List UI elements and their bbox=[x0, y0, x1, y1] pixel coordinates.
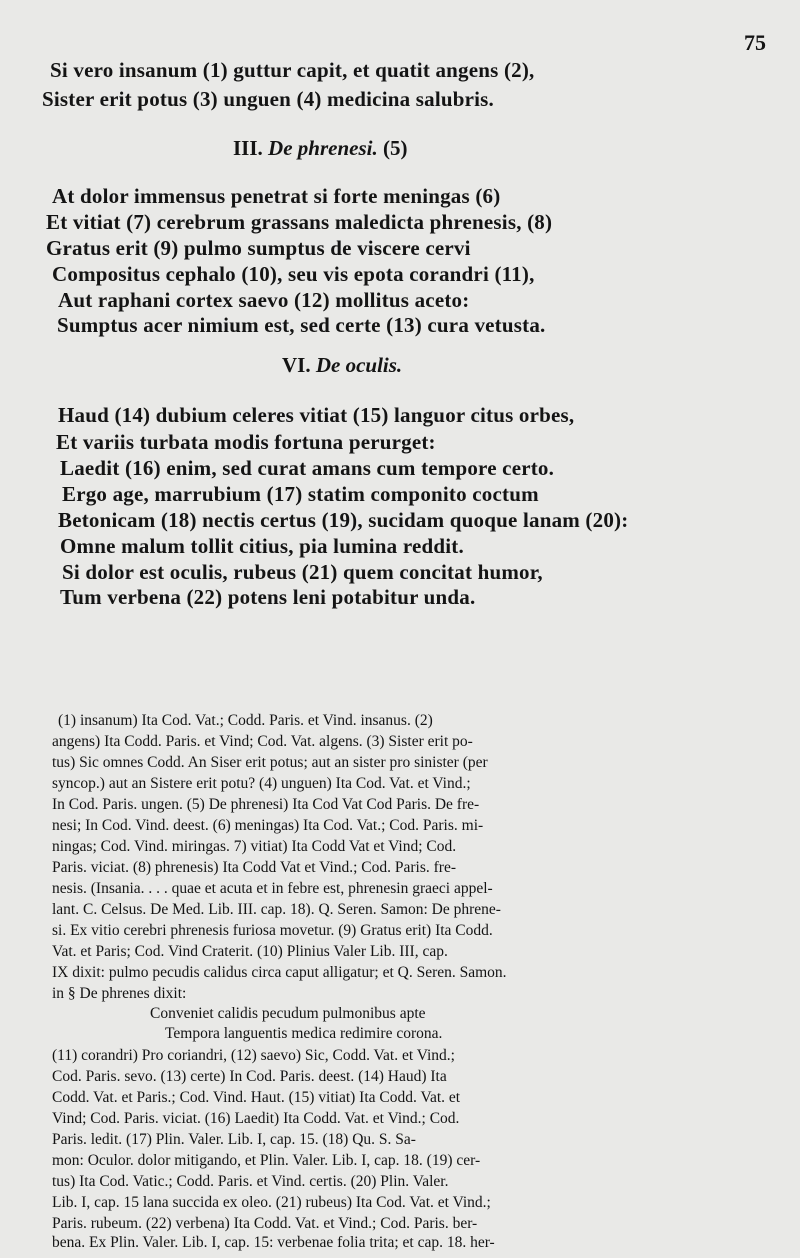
footnote-line: syncop.) aut an Sistere erit potu? (4) unguen) Ita Cod. Vat. et Vind.; bbox=[52, 775, 471, 792]
verse-line: Aut raphani cortex saevo (12) mollitus aceto: bbox=[58, 288, 470, 312]
footnote-line: nesis. (Insania. . . . quae et acuta et in febre est, phrenesin graeci appel- bbox=[52, 880, 493, 897]
verse-line: Betonicam (18) nectis certus (19), sucidam quoque lanam (20): bbox=[58, 508, 629, 532]
footnote-line: Lib. I, cap. 15 lana succida ex oleo. (21) rubeus) Ita Cod. Vat. et Vind.; bbox=[52, 1194, 491, 1211]
verse-line: Compositus cephalo (10), seu vis epota corandri (11), bbox=[52, 262, 535, 286]
footnote-line: IX dixit: pulmo pecudis calidus circa caput alligatur; et Q. Seren. Samon. bbox=[52, 964, 507, 981]
footnote-line: mon: Oculor. dolor mitigando, et Plin. Valer. Lib. I, cap. 18. (19) cer- bbox=[52, 1152, 481, 1169]
footnote-quote-line: Tempora languentis medica redimire corona. bbox=[165, 1025, 443, 1042]
footnote-line: Paris. ledit. (17) Plin. Valer. Lib. I, cap. 15. (18) Qu. S. Sa- bbox=[52, 1131, 416, 1148]
verse-line: Si dolor est oculis, rubeus (21) quem concitat humor, bbox=[62, 560, 543, 584]
footnote-line: in § De phrenes dixit: bbox=[52, 985, 187, 1002]
footnote-line: tus) Sic omnes Codd. An Siser erit potus; aut an sister pro sinister (per bbox=[52, 754, 488, 771]
verse-line: At dolor immensus penetrat si forte meningas (6) bbox=[52, 184, 501, 208]
verse-line: Ergo age, marrubium (17) statim componito coctum bbox=[62, 482, 539, 506]
footnote-line: Cod. Paris. sevo. (13) certe) In Cod. Paris. deest. (14) Haud) Ita bbox=[52, 1068, 447, 1085]
verse-line: Omne malum tollit citius, pia lumina reddit. bbox=[60, 534, 464, 558]
footnote-line: lant. C. Celsus. De Med. Lib. III. cap. 18). Q. Seren. Samon: De phrene- bbox=[52, 901, 501, 918]
section-heading-note: (5) bbox=[382, 136, 408, 160]
verse-line: Si vero insanum (1) guttur capit, et quatit angens (2), bbox=[50, 58, 535, 82]
footnote-line: si. Ex vitio cerebri phrenesis furiosa movetur. (9) Gratus erit) Ita Codd. bbox=[52, 922, 493, 939]
verse-line: Sumptus acer nimium est, sed certe (13) cura vetusta. bbox=[57, 313, 546, 337]
section-heading bbox=[282, 353, 402, 378]
footnote-line: (1) insanum) Ita Cod. Vat.; Codd. Paris. et Vind. insanus. (2) bbox=[58, 712, 433, 729]
section-heading-title: De phrenesi. bbox=[268, 136, 378, 160]
footnote-line: (11) corandri) Pro coriandri, (12) saevo) Sic, Codd. Vat. et Vind.; bbox=[52, 1047, 455, 1064]
footnote-line: Paris. viciat. (8) phrenesis) Ita Codd Vat et Vind.; Cod. Paris. fre- bbox=[52, 859, 457, 876]
verse-line: Et vitiat (7) cerebrum grassans maledicta phrenesis, (8) bbox=[46, 210, 553, 234]
footnote-line: Vind; Cod. Paris. viciat. (16) Laedit) Ita Codd. Vat. et Vind.; Cod. bbox=[52, 1110, 460, 1127]
verse-line: Haud (14) dubium celeres vitiat (15) languor citus orbes, bbox=[58, 403, 575, 427]
footnote-line: angens) Ita Codd. Paris. et Vind; Cod. Vat. algens. (3) Sister erit po- bbox=[52, 733, 473, 750]
section-heading-number: VI. bbox=[282, 353, 311, 377]
footnote-line: Paris. rubeum. (22) verbena) Ita Codd. Vat. et Vind.; Cod. Paris. ber- bbox=[52, 1215, 478, 1232]
footnote-line: nesi; In Cod. Vind. deest. (6) meningas) Ita Cod. Vat.; Cod. Paris. mi- bbox=[52, 817, 484, 834]
verse-line: Sister erit potus (3) unguen (4) medicina salubris. bbox=[42, 87, 494, 111]
footnote-line: ningas; Cod. Vind. miringas. 7) vitiat) Ita Codd Vat et Vind; Cod. bbox=[52, 838, 457, 855]
footnote-line: tus) Ita Cod. Vatic.; Codd. Paris. et Vind. certis. (20) Plin. Valer. bbox=[52, 1173, 449, 1190]
section-heading bbox=[233, 136, 407, 161]
footnote-line: bena. Ex Plin. Valer. Lib. I, cap. 15: verbenae folia trita; et cap. 18. her- bbox=[52, 1234, 495, 1251]
verse-line: Et variis turbata modis fortuna perurget: bbox=[56, 430, 436, 454]
footnote-line: Vat. et Paris; Cod. Vind Craterit. (10) Plinius Valer Lib. III, cap. bbox=[52, 943, 448, 960]
section-heading-number: III. bbox=[233, 136, 263, 160]
verse-line: Tum verbena (22) potens leni potabitur unda. bbox=[60, 585, 476, 609]
verse-line: Gratus erit (9) pulmo sumptus de viscere cervi bbox=[46, 236, 471, 260]
footnote-quote-line: Conveniet calidis pecudum pulmonibus apte bbox=[150, 1005, 426, 1022]
footnote-line: Codd. Vat. et Paris.; Cod. Vind. Haut. (15) vitiat) Ita Codd. Vat. et bbox=[52, 1089, 461, 1106]
page-number: 75 bbox=[744, 30, 766, 55]
footnote-line: In Cod. Paris. ungen. (5) De phrenesi) Ita Cod Vat Cod Paris. De fre- bbox=[52, 796, 480, 813]
verse-line: Laedit (16) enim, sed curat amans cum tempore certo. bbox=[60, 456, 555, 480]
section-heading-title: De oculis. bbox=[315, 353, 403, 377]
